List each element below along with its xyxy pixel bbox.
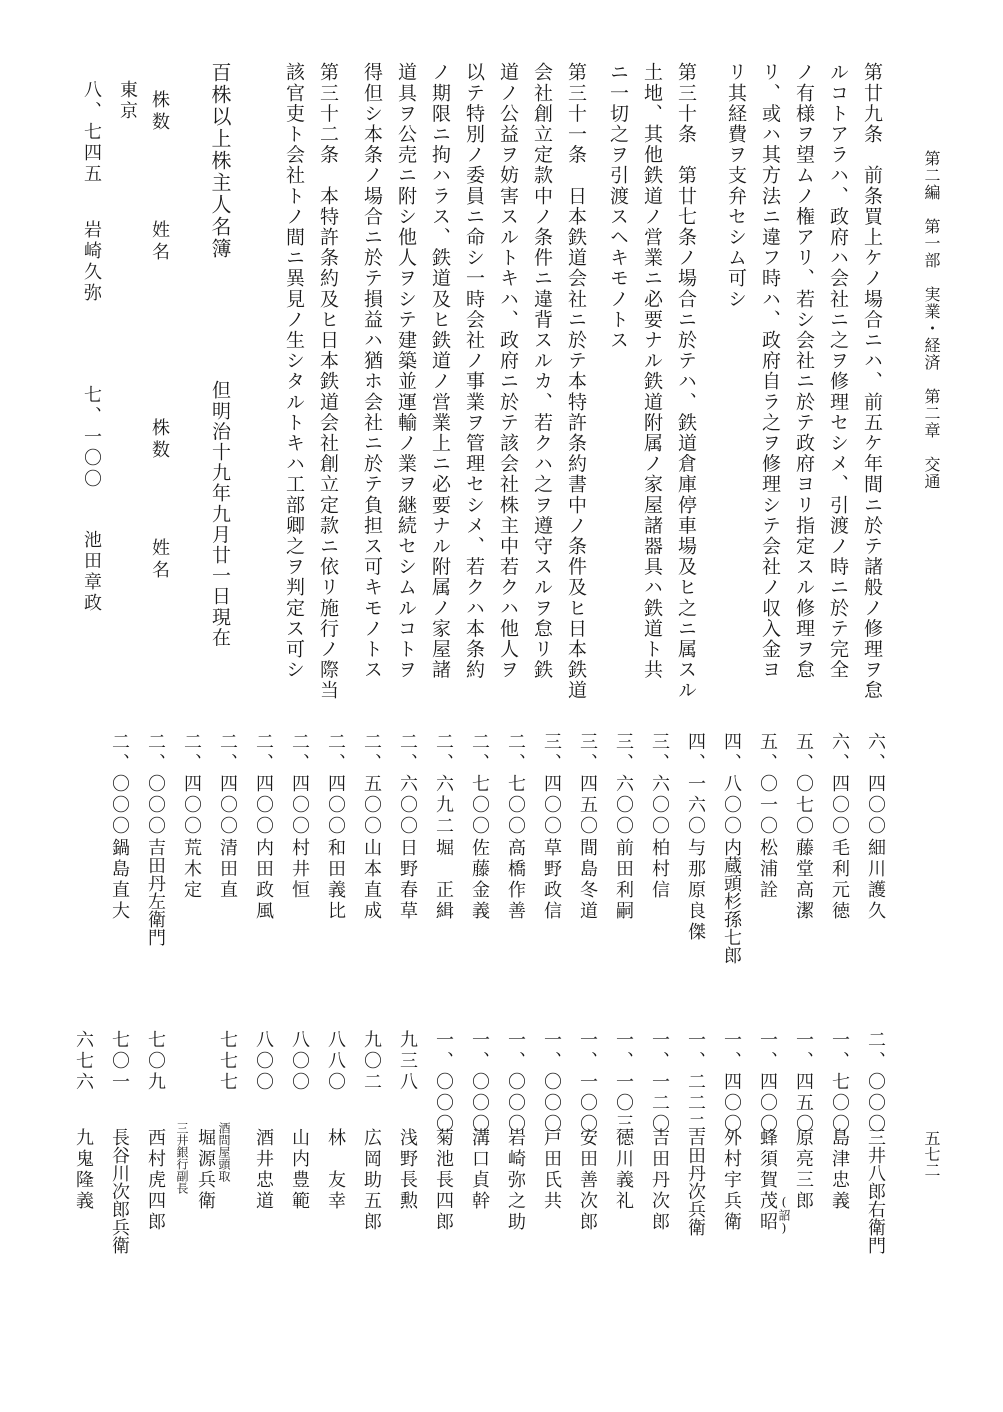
shareholder-name: 松浦詮 [757,838,778,901]
shares-value: 一、一〇〇 [577,1030,598,1135]
body-line: 第三十二条 本特許条約及ヒ日本鉄道会社創立定款ニ依リ施行ノ際当 [317,62,339,701]
register-title: 百株以上株主人名簿 [208,62,232,260]
shares-value: 一、一〇三 [613,1030,634,1135]
body-line: 会社創立定款中ノ条件ニ違背スルカ、若クハ之ヲ遵守スルヲ怠リ鉄 [531,62,553,680]
shares-value: 二、七〇〇 [469,732,490,837]
body-line: リ其経費ヲ支弁セシム可シ [725,62,747,310]
shares-value: 一、〇〇〇 [433,1030,454,1135]
shareholder-name: 佐藤金義 [469,838,490,922]
shares-value: 八、七四五 [81,80,102,185]
shareholder-name: 山内豊範 [289,1128,310,1212]
shares-value: 八〇〇 [289,1030,310,1093]
shares-value: 二、四〇〇 [217,732,238,837]
shareholder-name: 荒木定 [181,838,202,901]
shareholder-name: 和田義比 [325,838,346,922]
shares-value: 一、〇〇〇 [469,1030,490,1135]
shareholder-name: 柏村信 [649,838,670,901]
body-line: 第三十一条 日本鉄道会社ニ於テ本特許条約書中ノ条件及ヒ日本鉄道 [565,62,587,701]
shareholder-name: 前田利嗣 [613,838,634,922]
shares-value: 二、〇〇〇 [145,732,166,837]
shareholder-name: 溝口貞幹 [469,1128,490,1212]
shareholder-name: 長谷川次郎兵衛 [109,1128,130,1254]
shares-value: 四、八〇〇 [721,732,742,837]
column-header-shares: 株数 [149,90,170,134]
shares-value: 六、四〇〇 [829,732,850,837]
shares-value: 五、〇一〇 [757,732,778,837]
shares-value: 一、〇〇〇 [541,1030,562,1135]
shares-value: 二、四〇〇 [181,732,202,837]
page-number: 五七二 [922,1130,941,1178]
body-line: 道具ヲ公売ニ附シ他人ヲシテ建築並運輸ノ業ヲ継続セシムルコトヲ [395,62,417,680]
shares-value: 一、七〇〇 [829,1030,850,1135]
shareholder-name: 内田政風 [253,838,274,922]
shareholder-name: 戸田氏共 [541,1128,562,1212]
shareholder-name: 酒井忠道 [253,1128,274,1212]
shareholder-name: 毛利元徳 [829,838,850,922]
shares-value: 二、七〇〇 [505,732,526,837]
body-line: リ、或ハ其方法ニ違フ時ハ、政府自ラ之ヲ修理シテ会社ノ収入金ヨ [759,62,781,680]
body-line: 土地、其他鉄道ノ営業ニ必要ナル鉄道附属ノ家屋諸器具ハ鉄道ト共 [641,62,663,680]
shareholder-name: 日野春草 [397,838,418,922]
shareholder-name: 島津忠義 [829,1128,850,1212]
shareholder-name: 浅野長勲 [397,1128,418,1212]
shareholder-name: 吉田丹左衛門 [145,838,166,946]
shareholder-name: 細川護久 [865,838,886,922]
shareholder-name: 三井八郎右衛門 [865,1128,886,1254]
shareholder-name: 藤堂高潔 [793,838,814,922]
shareholder-name: 九鬼隆義 [73,1128,94,1212]
body-line: 得但シ本条ノ場合ニ於テ損益ハ猶ホ会社ニ於テ負担ス可キモノトス [361,62,383,680]
shares-value: 一、一二〇 [649,1030,670,1135]
shareholder-name: 草野政信 [541,838,562,922]
shares-value: 三、四〇〇 [541,732,562,837]
shares-value: 一、二二二 [685,1030,706,1135]
shares-value: 五、〇七〇 [793,732,814,837]
shareholder-name: 清田直 [217,838,238,901]
shareholder-name: 岩崎弥之助 [505,1128,526,1233]
shareholder-name: 菊池長四郎 [433,1128,454,1233]
shares-value: 二、六九二 [433,732,454,837]
shareholder-name: 安田善次郎 [577,1128,598,1233]
shareholder-name: 堀源兵衛 [195,1128,216,1212]
shares-value: 七〇一 [109,1030,130,1093]
shares-value: 二、四〇〇 [289,732,310,837]
column-header-name: 姓名 [149,538,170,582]
shareholder-name: 徳川義礼 [613,1128,634,1212]
shareholder-name: 吉田丹次郎 [649,1128,670,1233]
shareholder-name: 高橋作善 [505,838,526,922]
body-line: 第廿九条 前条買上ケノ場合ニハ、前五ケ年間ニ於テ諸般ノ修理ヲ怠 [861,62,883,701]
shares-value: 六七六 [73,1030,94,1093]
shareholder-name: 外村宇兵衛 [721,1128,742,1233]
location-label: 東京 [117,80,138,122]
body-line: 道ノ公益ヲ妨害スルトキハ、政府ニ於テ該会社株主中若クハ他人ヲ [497,62,519,680]
shareholder-note: (詔) [777,1195,791,1235]
shares-value: 三、六〇〇 [613,732,634,837]
shares-value: 三、六〇〇 [649,732,670,837]
shares-value: 一、四〇〇 [757,1030,778,1135]
body-line: 以テ特別ノ委員ニ命シ一時会社ノ事業ヲ管理セシメ、若クハ本条約 [463,62,485,680]
shares-value: 一、四〇〇 [721,1030,742,1135]
body-line: 第三十条 第廿七条ノ場合ニ於テハ、鉄道倉庫停車場及ヒ之ニ属スル [675,62,697,701]
shares-value: 七〇九 [145,1030,166,1093]
shares-value: 三、四五〇 [577,732,598,837]
shares-value: 六、四〇〇 [865,732,886,837]
shares-value: 八〇〇 [253,1030,274,1093]
shareholder-name: 吉田丹次兵衛 [685,1128,706,1236]
shareholder-name: 堀 正緝 [433,838,454,922]
running-header: 第二編 第一部 実業・経済 第二章 交通 [922,150,941,490]
shareholder-name: 原亮三郎 [793,1128,814,1212]
shareholder-name: 林 友幸 [325,1128,346,1212]
shareholder-name: 広岡助五郎 [361,1128,382,1233]
shares-value: 二、四〇〇 [325,732,346,837]
shares-value: 二、五〇〇 [361,732,382,837]
body-line: ノ期限ニ拘ハラス、鉄道及ヒ鉄道ノ営業上ニ必要ナル附属ノ家屋諸 [429,62,451,680]
body-line: ニ一切之ヲ引渡スヘキモノトス [607,62,629,351]
shares-value: 四、一六〇 [685,732,706,837]
shareholder-name: 西村虎四郎 [145,1128,166,1233]
column-header-shares: 株数 [149,418,170,462]
shareholder-name: 池田章政 [81,530,102,614]
shares-value: 七、一〇〇 [81,385,102,490]
shareholder-name: 与那原良傑 [685,838,706,943]
shareholder-name: 鍋島直大 [109,838,130,922]
register-date: 但明治十九年九月廿一日現在 [209,380,231,648]
shareholder-note: 三井銀行副長 [175,1122,189,1194]
body-line: ルコトアラハ、政府ハ会社ニ之ヲ修理セシメ、引渡ノ時ニ於テ完全 [827,62,849,680]
body-line: 該官吏ト会社トノ間ニ異見ノ生シタルトキハ工部卿之ヲ判定ス可シ [283,62,305,680]
shares-value: 九三八 [397,1030,418,1093]
shareholder-name: 岩崎久弥 [81,220,102,304]
shares-value: 一、四五〇 [793,1030,814,1135]
shareholder-name: 間島冬道 [577,838,598,922]
shareholder-name: 蜂須賀茂昭 [757,1128,778,1233]
shares-value: 二、〇〇〇 [109,732,130,837]
shares-value: 二、〇〇〇 [865,1030,886,1135]
shares-value: 二、六〇〇 [397,732,418,837]
column-header-name: 姓名 [149,220,170,264]
shareholder-name: 山本直成 [361,838,382,922]
shares-value: 九〇二 [361,1030,382,1093]
shareholder-name: 村井恒 [289,838,310,901]
shares-value: 二、四〇〇 [253,732,274,837]
shares-value: 一、〇〇〇 [505,1030,526,1135]
shares-value: 八八〇 [325,1030,346,1093]
shareholder-note: 酒問屋頭取 [217,1122,231,1182]
shareholder-name: 内蔵頭杉孫七郎 [721,838,742,964]
shares-value: 七七七 [217,1030,238,1093]
body-line: ノ有様ヲ望ムノ権アリ、若シ会社ニ於テ政府ヨリ指定スル修理ヲ怠 [793,62,815,680]
